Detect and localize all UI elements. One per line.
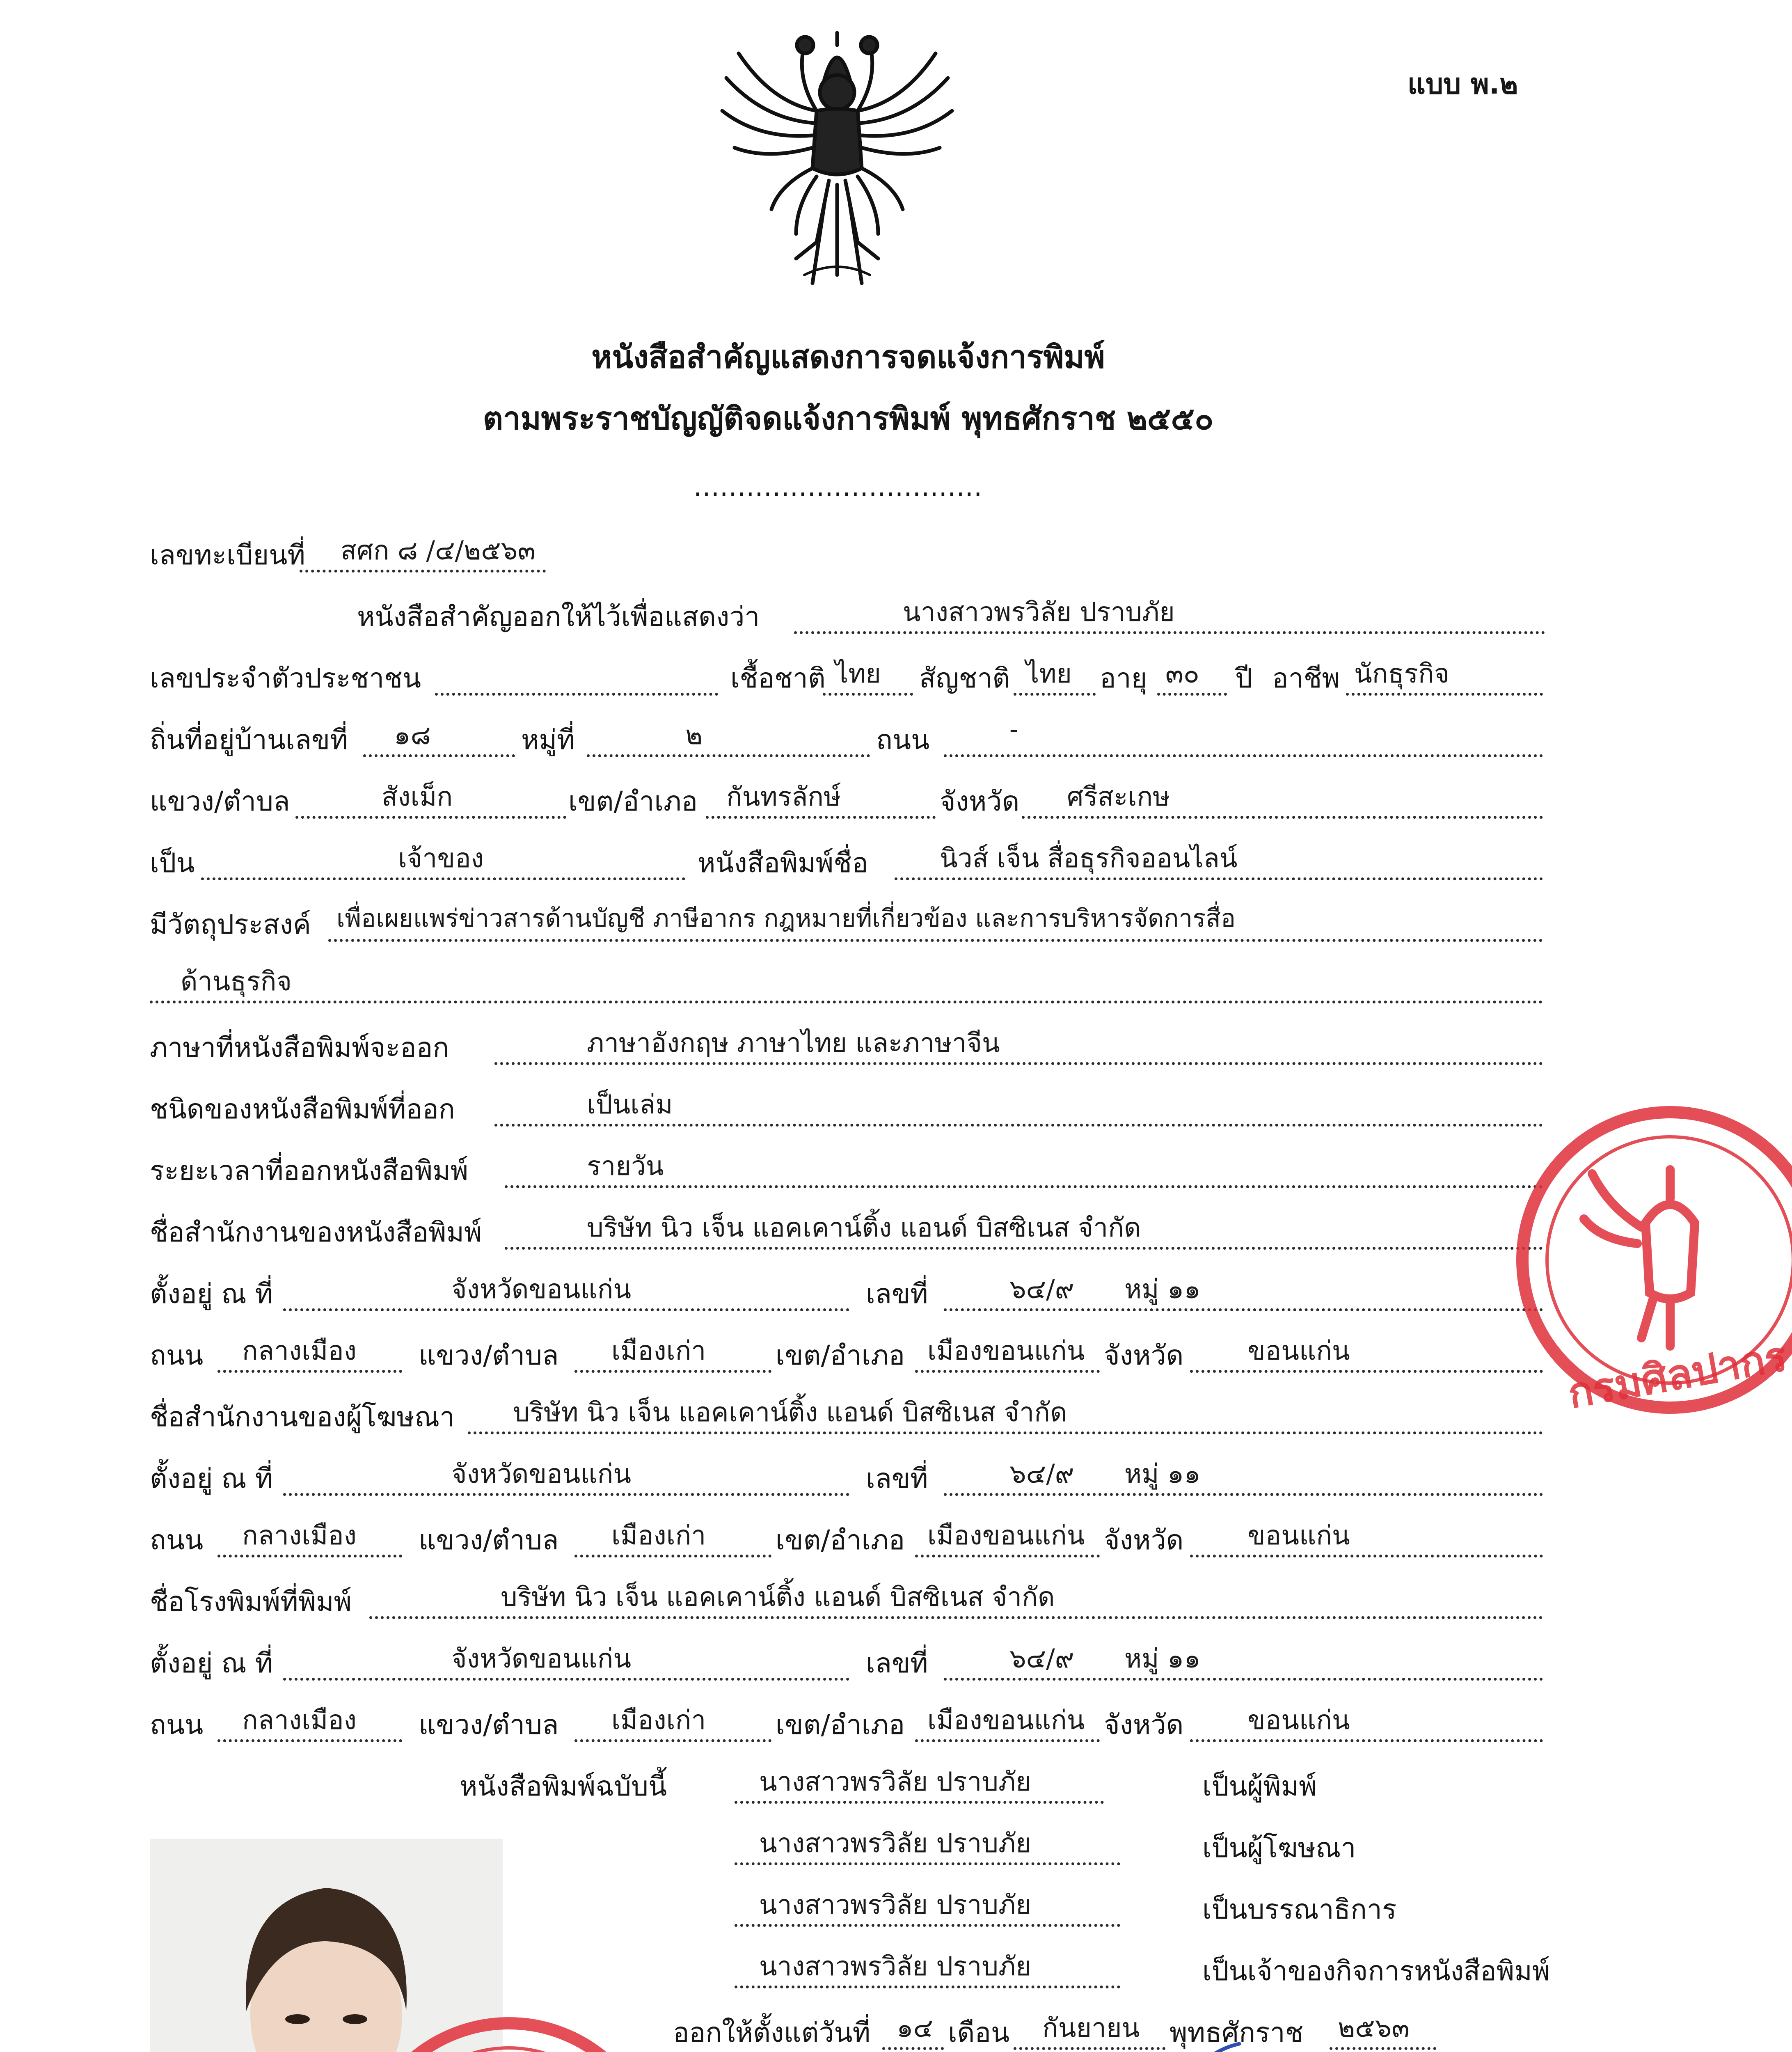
owner-person: นางสาวพรวิลัย ปราบภัย	[759, 1951, 1031, 1982]
subdistrict-label: แขวง/ตำบล	[150, 786, 290, 817]
occupation-value: นักธุรกิจ	[1354, 659, 1450, 689]
years-label: ปี	[1235, 662, 1252, 694]
issued-to-line	[0, 595, 1696, 640]
subdistrict-label: แขวง/ตำบล	[419, 1340, 559, 1371]
at-label: ตั้งอยู่ ณ ที่	[150, 1647, 273, 1679]
road-label: ถนน	[150, 1340, 204, 1371]
road-label: ถนน	[150, 1709, 204, 1741]
role-advertiser: เป็นผู้โฆษณา	[1202, 1832, 1356, 1864]
role-editor: เป็นบรรณาธิการ	[1202, 1894, 1397, 1925]
printer-label: ชื่อโรงพิมพ์ที่พิมพ์	[150, 1586, 352, 1617]
province-value: ขอนแก่น	[1247, 1705, 1350, 1736]
language-value: ภาษาอังกฤษ ภาษาไทย และภาษาจีน	[587, 1028, 1000, 1058]
role-printer: เป็นผู้พิมพ์	[1202, 1770, 1317, 1802]
house-number-label: ถิ่นที่อยู่บ้านเลขที่	[150, 724, 348, 756]
at-label: ตั้งอยู่ ณ ที่	[150, 1463, 273, 1494]
at-value: จังหวัดขอนแก่น	[451, 1274, 632, 1305]
province-value: ขอนแก่น	[1247, 1336, 1350, 1366]
issued-to-label: หนังสือสำคัญออกให้ไว้เพื่อแสดงว่า	[357, 601, 760, 632]
purpose-continued-line	[0, 964, 1696, 1010]
address-moo-value: หมู่ ๑๑	[1124, 1459, 1201, 1489]
language-label: ภาษาที่หนังสือพิมพ์จะออก	[150, 1032, 449, 1063]
road-value: กลางเมือง	[242, 1336, 357, 1366]
road-value: กลางเมือง	[242, 1705, 357, 1736]
form-code: แบบ พ.๒	[1408, 68, 1518, 101]
province-label: จังหวัด	[940, 786, 1020, 817]
address-moo-value: หมู่ ๑๑	[1124, 1274, 1201, 1305]
period-label: ระยะเวลาที่ออกหนังสือพิมพ์	[150, 1155, 469, 1186]
issue-year-label: พุทธศักราช	[1169, 2017, 1304, 2048]
at-value: จังหวัดขอนแก่น	[451, 1459, 632, 1489]
address-no-label: เลขที่	[866, 1463, 928, 1494]
subdistrict-value: เมืองเก่า	[611, 1521, 706, 1551]
seal-text-edge: กรมศิลปากร	[1564, 1332, 1791, 1418]
address-no-value: ๖๔/๙	[1009, 1459, 1074, 1489]
advertiser-address-line	[0, 1457, 1696, 1502]
road-value: กลางเมือง	[242, 1521, 357, 1551]
residence-line	[0, 714, 1696, 763]
advertiser-label: ชื่อสำนักงานของผู้โฆษณา	[150, 1401, 455, 1433]
province-value: ขอนแก่น	[1247, 1521, 1350, 1551]
id-label: เลขประจำตัวประชาชน	[150, 662, 421, 694]
period-value: รายวัน	[587, 1151, 664, 1182]
office-line	[0, 1211, 1696, 1256]
registration-label: เลขทะเบียนที่	[150, 539, 305, 571]
office-label: ชื่อสำนักงานของหนังสือพิมพ์	[150, 1216, 482, 1248]
race-label: เชื้อชาติ	[730, 662, 826, 694]
district-label: เขต/อำเภอ	[776, 1709, 905, 1741]
role-owner: เป็นเจ้าของกิจการหนังสือพิมพ์	[1202, 1955, 1550, 1987]
district-label: เขต/อำเภอ	[568, 786, 698, 817]
subdistrict-value: สังเม็ก	[382, 782, 453, 812]
at-value: จังหวัดขอนแก่น	[451, 1644, 632, 1674]
issued-to-name: นางสาวพรวิลัย ปราบภัย	[903, 597, 1175, 628]
as-value: เจ้าของ	[398, 843, 484, 874]
district-value: กันทรลักษ์	[726, 782, 841, 812]
age-label: อายุ	[1100, 662, 1147, 694]
publication-label: หนังสือพิมพ์ชื่อ	[698, 847, 868, 879]
advertiser-person: นางสาวพรวิลัย ปราบภัย	[759, 1828, 1031, 1859]
printer-role-line	[0, 1765, 1696, 1810]
issue-year: ๒๕๖๓	[1338, 2013, 1410, 2043]
registration-number: สศก ๘ /๔/๒๕๖๓	[341, 536, 536, 566]
occupation-label: อาชีพ	[1272, 662, 1340, 694]
purpose-line	[0, 903, 1696, 948]
publication-name: นิวส์ เจ็น สื่อธุรกิจออนไลน์	[940, 843, 1238, 874]
house-number-value: ๑๘	[394, 720, 431, 751]
road-label: ถนน	[150, 1524, 204, 1556]
address-no-label: เลขที่	[866, 1278, 928, 1310]
type-value: เป็นเล่ม	[587, 1090, 673, 1120]
printer-road-line	[0, 1703, 1696, 1748]
nationality-label: สัญชาติ	[919, 662, 1010, 694]
printer-company-name: บริษัท นิว เจ็น แอคเคาน์ติ้ง แอนด์ บิสซิเนส จำกัด	[501, 1582, 1055, 1612]
address-no-label: เลขที่	[866, 1647, 928, 1679]
advertiser-company-name: บริษัท นิว เจ็น แอคเคาน์ติ้ง แอนด์ บิสซิเนส จำกัด	[513, 1397, 1067, 1428]
subdistrict-value: เมืองเก่า	[611, 1705, 706, 1736]
handwritten-signature	[1133, 2036, 1346, 2052]
editor-person: นางสาวพรวิลัย ปราบภัย	[759, 1890, 1031, 1920]
title-separator: .................................	[693, 472, 983, 502]
type-label: ชนิดของหนังสือพิมพ์ที่ออก	[150, 1093, 455, 1125]
period-line	[0, 1149, 1696, 1194]
nationality-value: ไทย	[1026, 659, 1072, 689]
office-road-line	[0, 1334, 1696, 1379]
office-company-name: บริษัท นิว เจ็น แอคเคาน์ติ้ง แอนด์ บิสซิเนส จำกัด	[587, 1213, 1141, 1243]
responsibility-intro: หนังสือพิมพ์ฉบับนี้	[460, 1770, 667, 1802]
district-label: เขต/อำเภอ	[776, 1340, 905, 1371]
purpose-label: มีวัตถุประสงค์	[150, 909, 311, 940]
age-value: ๓๐	[1165, 659, 1199, 689]
registration-line	[0, 534, 1696, 579]
at-label: ตั้งอยู่ ณ ที่	[150, 1278, 273, 1310]
garuda-emblem	[714, 29, 960, 291]
subdistrict-value: เมืองเก่า	[611, 1336, 706, 1366]
advertiser-line	[0, 1395, 1696, 1441]
as-label: เป็น	[150, 847, 195, 879]
address-moo-value: หมู่ ๑๑	[1124, 1644, 1201, 1674]
identity-line	[0, 657, 1696, 702]
issue-day: ๑๔	[897, 2013, 934, 2043]
purpose-line-1: เพื่อเผยแพร่ข่าวสารด้านบัญชี ภาษีอากร กฎหมายที่เกี่ยวข้อง และการบริหารจัดการสื่อ	[336, 904, 1236, 933]
district-value: เมืองขอนแก่น	[927, 1336, 1085, 1366]
address-no-value: ๖๔/๙	[1009, 1644, 1074, 1674]
certificate-title: หนังสือสำคัญแสดงการจดแจ้งการพิมพ์	[591, 339, 1105, 375]
issue-month-label: เดือน	[948, 2017, 1010, 2048]
race-value: ไทย	[835, 659, 881, 689]
language-line	[0, 1026, 1696, 1071]
office-address-line	[0, 1272, 1696, 1317]
district-label: เขต/อำเภอ	[776, 1524, 905, 1556]
subdistrict-label: แขวง/ตำบล	[419, 1709, 559, 1741]
district-value: เมืองขอนแก่น	[927, 1521, 1085, 1551]
residence-area-line	[0, 780, 1696, 825]
district-value: เมืองขอนแก่น	[927, 1705, 1085, 1736]
road-label: ถนน	[876, 724, 930, 756]
province-label: จังหวัด	[1104, 1709, 1184, 1741]
issue-month: กันยายน	[1042, 2013, 1140, 2043]
moo-value: ๒	[685, 720, 703, 751]
printer-person: นางสาวพรวิลัย ปราบภัย	[759, 1767, 1031, 1797]
province-label: จังหวัด	[1104, 1524, 1184, 1556]
province-value: ศรีสะเกษ	[1067, 782, 1170, 812]
province-label: จังหวัด	[1104, 1340, 1184, 1371]
subdistrict-label: แขวง/ตำบล	[419, 1524, 559, 1556]
seal-stamp-photo	[349, 2011, 669, 2052]
road-value: -	[1009, 714, 1018, 744]
type-line	[0, 1088, 1696, 1133]
purpose-line-2: ด้านธุรกิจ	[181, 966, 292, 997]
role-line	[0, 841, 1696, 886]
printer-address-line	[0, 1642, 1696, 1687]
issue-date-label: ออกให้ตั้งแต่วันที่	[673, 2017, 871, 2048]
act-subtitle: ตามพระราชบัญญัติจดแจ้งการพิมพ์ พุทธศักราช ๒๕๕๐	[483, 400, 1214, 437]
advertiser-road-line	[0, 1518, 1696, 1564]
address-no-value: ๖๔/๙	[1009, 1274, 1074, 1305]
moo-label: หมู่ที่	[521, 724, 575, 756]
printer-line	[0, 1580, 1696, 1625]
